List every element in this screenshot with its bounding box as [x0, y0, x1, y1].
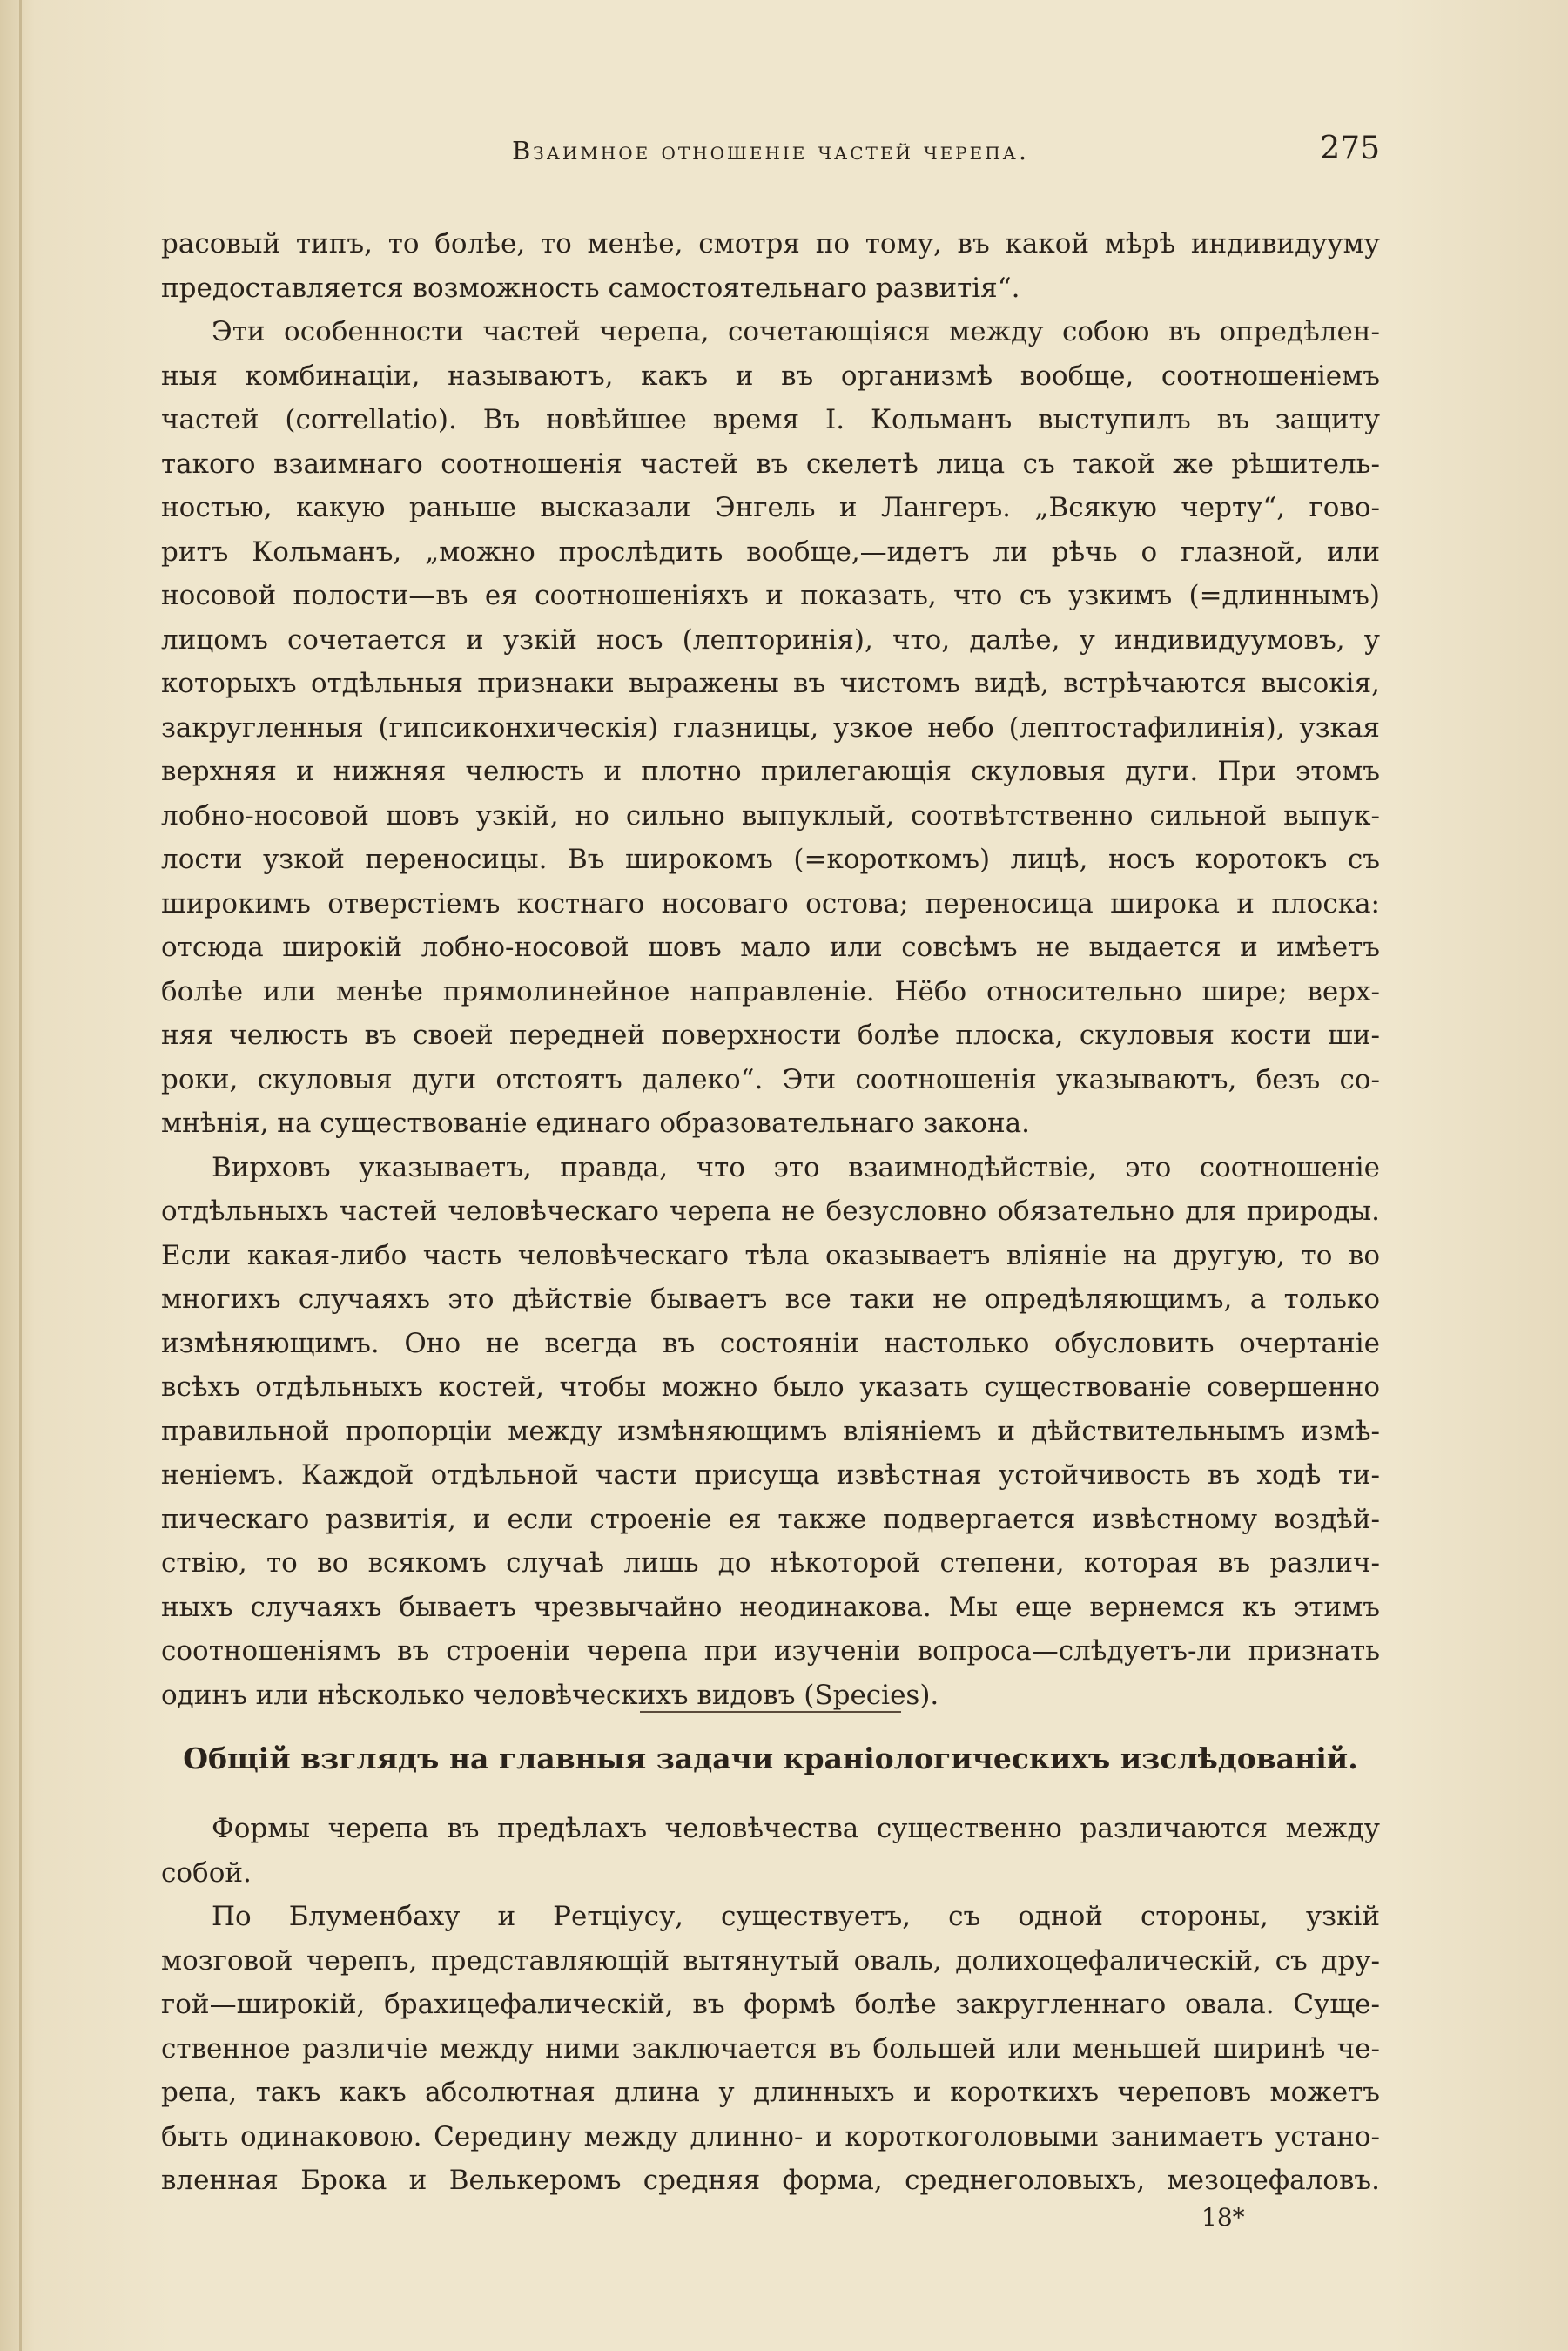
text-line: всѣхъ отдѣльныхъ костей, чтобы можно было указать существованіе совершенно [161, 1371, 1380, 1403]
text-line: расовый типъ, то болѣе, то менѣе, смотря по тому, въ какой мѣрѣ индивидууму [161, 228, 1380, 259]
text-line: ностью, какую раньше высказали Энгель и Лангеръ. „Всякую черту“, гово- [161, 492, 1380, 523]
text-line: многихъ случаяхъ это дѣйствіе бываетъ все таки не опредѣляющимъ, а только [161, 1283, 1380, 1315]
text-line: ритъ Кольманъ, „можно прослѣдить вообще,—идетъ ли рѣчь о глазной, или [161, 536, 1380, 568]
text-line: закругленныя (гипсиконхическія) глазницы, узкое небо (лептостафилинія), узкая [161, 711, 1380, 744]
signature-mark: 18* [1201, 2203, 1245, 2232]
text-line: ствію, то во всякомъ случаѣ лишь до нѣкоторой степени, которая въ различ- [161, 1547, 1380, 1579]
main-text [161, 222, 1380, 1717]
text-line: Вирховъ указываетъ, правда, что это взаимнодѣйствіе, это соотношеніе [212, 1151, 1380, 1183]
text-line: роки, скуловыя дуги отстоятъ далеко“. Эти соотношенія указываютъ, безъ со- [161, 1063, 1380, 1095]
text-line: соотношеніямъ въ строеніи черепа при изученіи вопроса—слѣдуетъ-ли признать [161, 1635, 1380, 1667]
text-line: няя челюсть въ своей передней поверхности болѣе плоска, скуловыя кости ши- [161, 1020, 1380, 1051]
text-line: неніемъ. Каждой отдѣльной части присуща извѣстная устойчивость въ ходѣ ти- [161, 1459, 1380, 1491]
text-line: ныхъ случаяхъ бываетъ чрезвычайно неодинакова. Мы еще вернемся къ этимъ [161, 1591, 1380, 1623]
text-line: пическаго развитія, и если строеніе ея также подвергается извѣстному воздѣй- [161, 1503, 1380, 1535]
text-line: отсюда широкій лобно-носовой шовъ мало или совсѣмъ не выдается и имѣетъ [161, 932, 1380, 963]
text-line: частей (correllatio). Въ новѣйшее время I. Кольманъ выступилъ въ защиту [161, 404, 1380, 435]
text-line: быть одинаковою. Середину между длинно- и короткоголовыми занимаетъ устано- [161, 2120, 1380, 2152]
text-line: По Блуменбаху и Ретціусу, существуетъ, съ одной стороны, узкій [212, 1901, 1380, 1932]
text-line: широкимъ отверстіемъ костнаго носоваго остова; переносица широка и плоска: [161, 887, 1380, 920]
text-line: лобно-носовой шовъ узкій, но сильно выпуклый, соотвѣтственно сильной выпук- [161, 799, 1380, 832]
text-line: вленная Брока и Велькеромъ средняя форма, среднеголовыхъ, мезоцефаловъ. [161, 2165, 1380, 2196]
text-line: ныя комбинаціи, называютъ, какъ и въ организмѣ вообще, соотношеніемъ [161, 360, 1380, 392]
text-line: лицомъ сочетается и узкій носъ (лепторинія), что, далѣе, у индивидуумовъ, у [161, 623, 1380, 656]
text-line: гой—широкій, брахицефалическій, въ формѣ болѣе закругленнаго овала. Суще- [161, 1989, 1380, 2020]
section-heading: Общій взглядъ на главныя задачи краніологическихъ изслѣдованій. [183, 1741, 1358, 1775]
page-number: 275 [1320, 131, 1380, 166]
text-line: носовой полости—въ ея соотношеніяхъ и показать, что съ узкимъ (=длиннымъ) [161, 580, 1380, 611]
text-line: предоставляется возможность самостоятельнаго развитія“. [161, 272, 1020, 304]
section-divider [640, 1711, 901, 1713]
text-line: Формы черепа въ предѣлахъ человѣчества существенно различаются между [212, 1813, 1380, 1844]
text-line: лости узкой переносицы. Въ широкомъ (=короткомъ) лицѣ, носъ коротокъ съ [161, 844, 1380, 875]
text-line: которыхъ отдѣльныя признаки выражены въ чистомъ видѣ, встрѣчаются высокія, [161, 668, 1380, 699]
text-line: такого взаимнаго соотношенія частей въ скелетѣ лица съ такой же рѣшитель- [161, 448, 1380, 480]
text-line: отдѣльныхъ частей человѣческаго черепа не безусловно обязательно для природы. [161, 1196, 1380, 1227]
text-line: ственное различіе между ними заключается въ большей или меньшей ширинѣ че- [161, 2032, 1380, 2065]
text-line: собой. [161, 1856, 252, 1889]
text-line: измѣняющимъ. Оно не всегда въ состояніи настолько обусловить очертаніе [161, 1327, 1380, 1359]
text-line: правильной пропорціи между измѣняющимъ вліяніемъ и дѣйствительнымъ измѣ- [161, 1415, 1380, 1447]
running-title: Взаимное отношеніе частей черепа. [511, 136, 1030, 165]
text-line: мозговой черепъ, представляющій вытянутый оваль, долихоцефалическій, съ дру- [161, 1944, 1380, 1977]
text-line: одинъ или нѣсколько человѣческихъ видовъ (Species). [161, 1679, 939, 1711]
text-line: Если какая-либо часть человѣческаго тѣла оказываетъ вліяніе на другую, то во [161, 1239, 1380, 1271]
text-line: верхняя и нижняя челюсть и плотно прилегающія скуловыя дуги. При этомъ [161, 756, 1380, 787]
text-line: Эти особенности частей черепа, сочетающіяся между собою въ опредѣлен- [212, 316, 1380, 347]
text-line: мнѣнія, на существованіе единаго образовательнаго закона. [161, 1108, 1030, 1139]
section-text [161, 1807, 1380, 2203]
page-edge-shadow [19, 0, 22, 2351]
text-line: болѣе или менѣе прямолинейное направленіе. Нёбо относительно шире; верх- [161, 975, 1380, 1007]
running-header [161, 131, 1380, 174]
text-line: репа, такъ какъ абсолютная длина у длинныхъ и короткихъ череповъ можетъ [161, 2077, 1380, 2108]
